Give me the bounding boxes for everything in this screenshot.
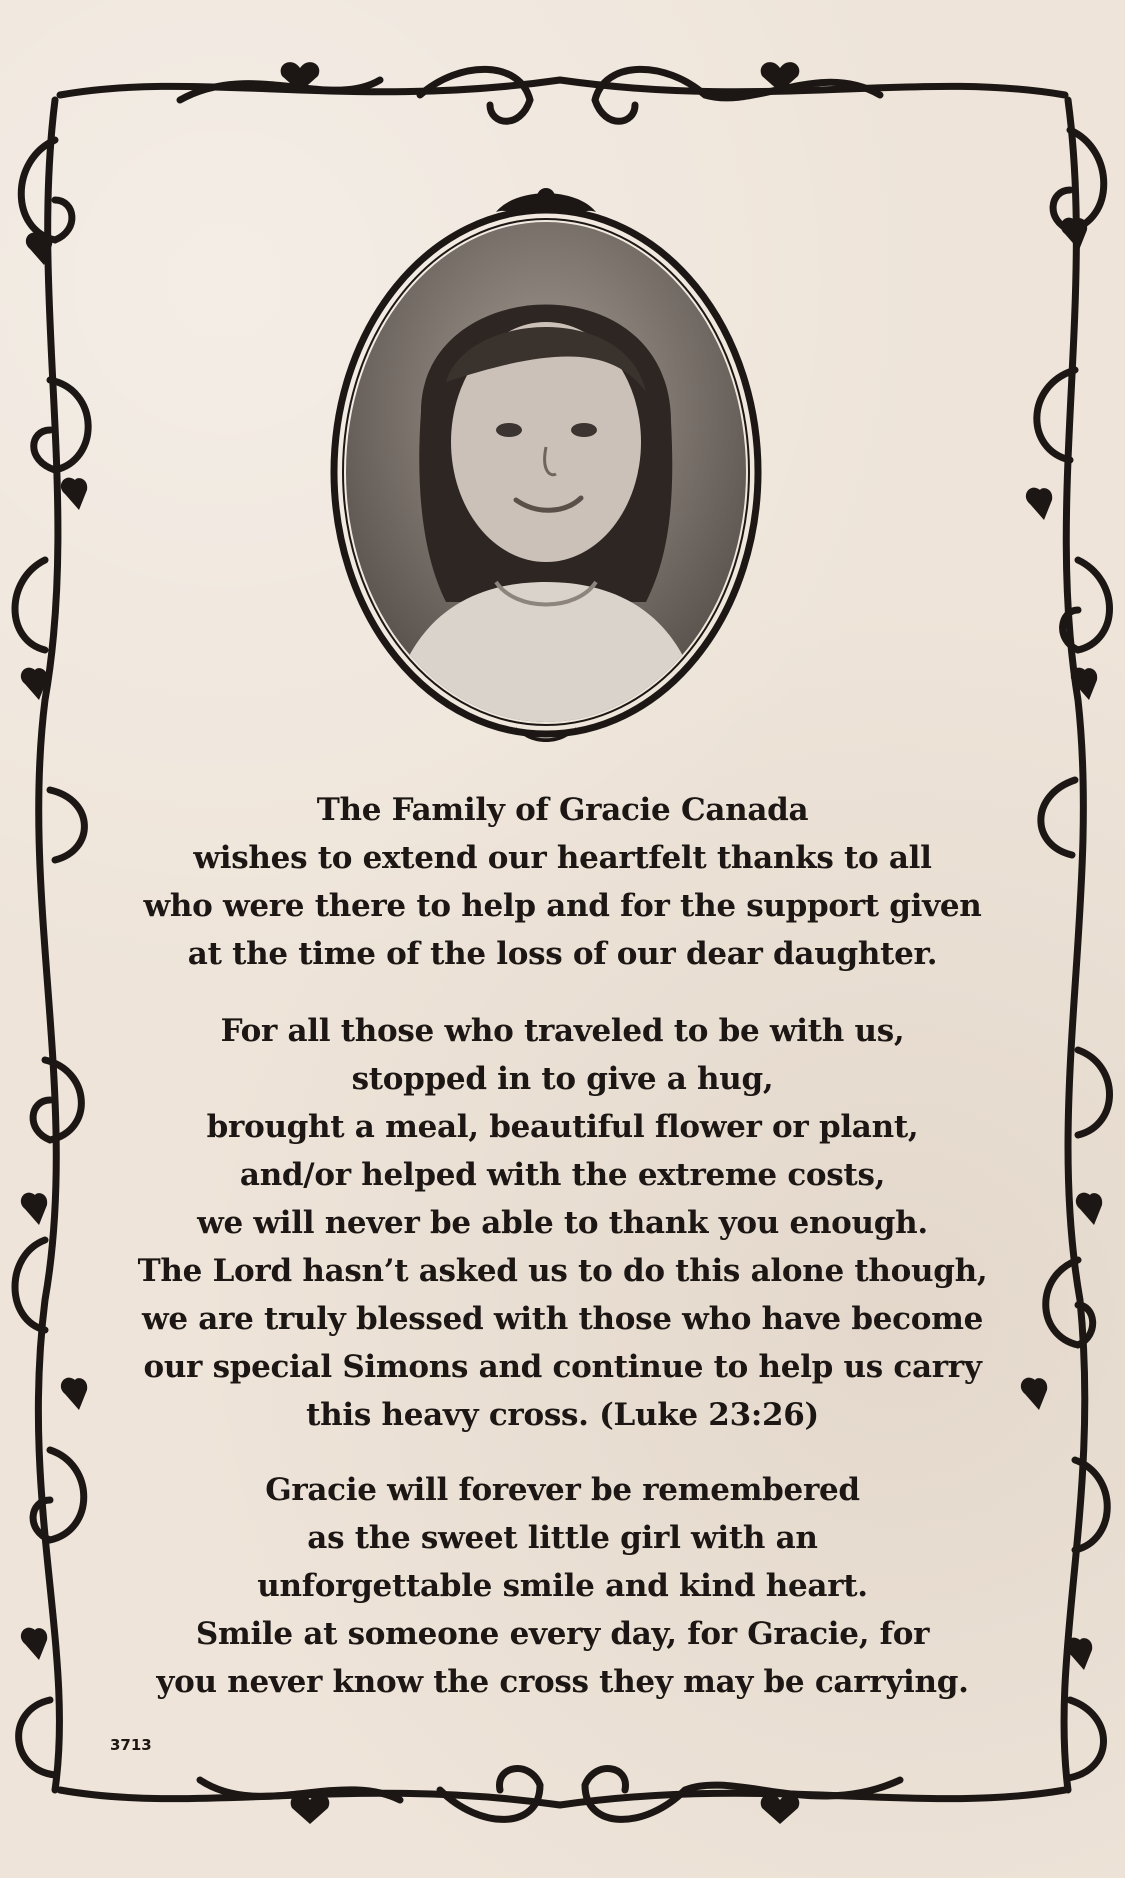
paragraph-line: we are truly blessed with those who have become (141, 1301, 984, 1337)
oval-frame-icon (326, 182, 766, 748)
paragraph-line: The Lord hasn’t asked us to do this alone though, (137, 1253, 988, 1289)
paragraph-line: stopped in to give a hug, (351, 1061, 774, 1097)
paragraph-line: we will never be able to thank you enough. (197, 1205, 928, 1241)
paragraph-line: wishes to extend our heartfelt thanks to all (193, 840, 932, 876)
paragraph-line: The Family of Gracie Canada (316, 792, 809, 828)
paragraph-line: this heavy cross. (Luke 23:26) (306, 1397, 819, 1433)
paragraph-line: as the sweet little girl with an (307, 1520, 818, 1556)
paragraph-line: and/or helped with the extreme costs, (239, 1157, 886, 1193)
paragraph-line: brought a meal, beautiful flower or plant, (206, 1109, 919, 1145)
paragraph-line: Gracie will forever be remembered (265, 1472, 860, 1508)
paragraph-line: Smile at someone every day, for Gracie, for (195, 1616, 930, 1652)
remembrance-paragraph (110, 1466, 1015, 1706)
paragraph-line: For all those who traveled to be with us, (220, 1013, 905, 1049)
paragraph-line: unforgettable smile and kind heart. (257, 1568, 868, 1604)
ad-number: 3713 (110, 1736, 152, 1754)
thank-you-paragraph (110, 786, 1015, 978)
gratitude-paragraph (110, 1007, 1015, 1439)
paragraph-line: you never know the cross they may be carrying. (156, 1664, 969, 1700)
paragraph-line: at the time of the loss of our dear daughter. (187, 936, 938, 972)
paragraph-line: our special Simons and continue to help us carry (143, 1349, 982, 1385)
portrait-photo (326, 182, 766, 748)
paragraph-line: who were there to help and for the support given (143, 888, 982, 924)
